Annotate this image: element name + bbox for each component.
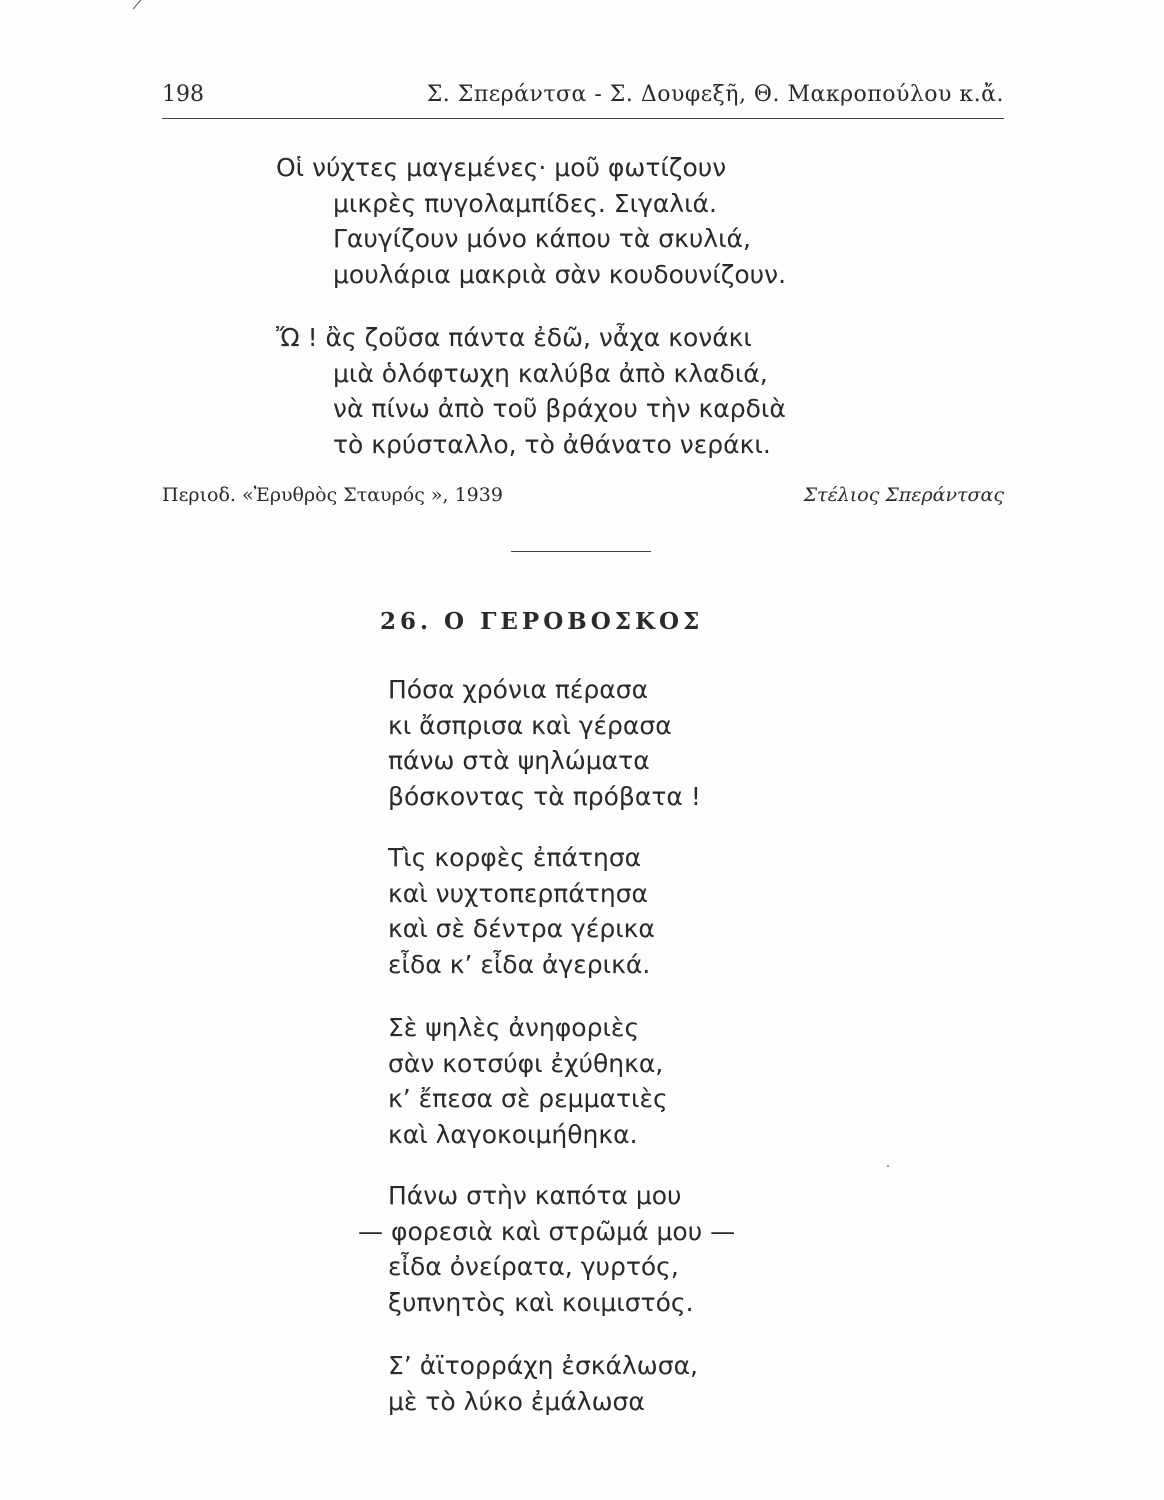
previous-poem-stanza-1 [276,150,786,292]
verse-line: πάνω στὰ ψηλώματα [388,746,650,775]
header-rule [162,118,1004,119]
page-number: 198 [162,82,204,107]
verse-line: Σ’ ἀϊτορράχη ἐσκάλωσα, [388,1351,698,1380]
verse-line: καὶ λαγοκοιμήθηκα. [388,1119,638,1149]
verse-line: Οἱ νύχτες μαγεμένες· μοῦ φωτίζουν [276,153,727,182]
verse-line: εἶδα ὀνείρατα, γυρτός, [388,1252,679,1281]
poem-stanza-1 [388,672,701,814]
section-separator [511,551,651,552]
previous-poem-stanza-2 [276,320,786,462]
verse-line: μὲ τὸ λύκο ἐμάλωσα [388,1386,645,1416]
verse-line: μικρὲς πυγολαμπίδες. Σιγαλιά. [333,188,717,218]
poem-stanza-5 [388,1348,698,1419]
verse-line: τὸ κρύσταλλο, τὸ ἀθάνατο νεράκι. [333,429,771,459]
verse-line: Ὤ ! ἂς ζοῦσα πάντα ἐδῶ, νἆχα κονάκι [276,323,752,352]
verse-line: καὶ νυχτοπερπάτησα [388,878,649,908]
verse-line: Τὶς κορφὲς ἐπάτησα [388,843,642,872]
pencil-mark [133,0,141,9]
verse-line: ξυπνητὸς καὶ κοιμιστός. [388,1287,694,1317]
source-citation: Περιοδ. «Ἐρυθρὸς Σταυρός », 1939 [162,484,503,506]
verse-line: εἶδα κ’ εἶδα ἀγερικά. [388,949,651,979]
verse-line: μουλάρια μακριὰ σὰν κουδουνίζουν. [333,259,787,289]
poem-stanza-2 [388,840,655,982]
running-head: Σ. Σπεράντσα - Σ. Δουφεξῆ, Θ. Μακροπούλου κ.ἄ. [426,82,1004,107]
poem-title: 26. Ο ΓΕΡΟΒΟΣΚΟΣ [380,608,704,635]
verse-line: βόσκοντας τὰ πρόβατα ! [388,781,701,811]
verse-line: σὰν κοτσύφι ἐχύθηκα, [388,1048,664,1078]
paper-speck [887,1165,889,1167]
poem-stanza-4 [358,1178,735,1320]
verse-line: Πόσα χρόνια πέρασα [388,675,649,704]
verse-line: μιὰ ὁλόφτωχη καλύβα ἀπὸ κλαδιά, [333,358,768,388]
verse-line: Γαυγίζουν μόνο κάπου τὰ σκυλιά, [333,224,751,253]
verse-line: Σὲ ψηλὲς ἀνηφοριὲς [388,1013,640,1042]
verse-line: Πάνω στὴν καπότα μου [388,1181,682,1210]
poem-stanza-3 [388,1010,668,1152]
verse-line: κι ἄσπρισα καὶ γέρασα [388,710,672,740]
author-name: Στέλιος Σπεράντσας [803,484,1004,506]
verse-line: — φορεσιὰ καὶ στρῶμά μου — [358,1216,736,1246]
verse-line: καὶ σὲ δέντρα γέρικα [388,914,655,943]
verse-line: νὰ πίνω ἀπὸ τοῦ βράχου τὴν καρδιὰ [333,394,786,423]
verse-line: κ’ ἔπεσα σὲ ρεμματιὲς [388,1084,668,1113]
page-header [162,78,1004,114]
